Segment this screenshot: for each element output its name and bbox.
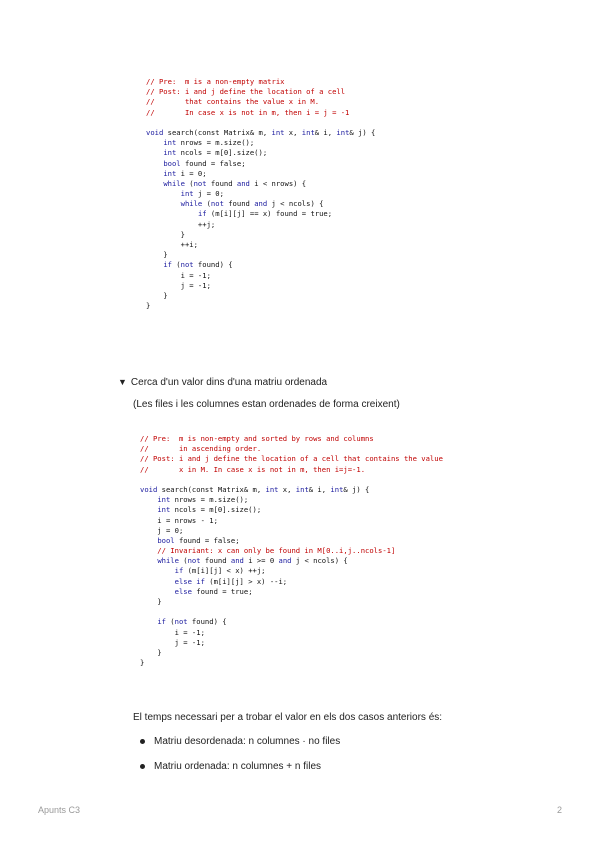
code-line: bool found = false; bbox=[157, 535, 240, 545]
code-line bbox=[140, 607, 443, 617]
code-line: if (not found) { bbox=[157, 617, 227, 627]
code-line: i = -1; bbox=[146, 270, 211, 280]
code-line: // Pre: m is a non-empty matrix bbox=[146, 77, 285, 86]
code-line bbox=[146, 118, 375, 128]
code-line: } bbox=[140, 658, 145, 668]
code-line: // that contains the value x in M. bbox=[146, 97, 320, 107]
code-line: while (not found and i >= 0 and j < ncols) { bbox=[157, 556, 348, 566]
code-line: int nrows = m.size(); bbox=[163, 138, 255, 148]
disclosure-triangle-icon[interactable]: ▼ bbox=[118, 377, 127, 387]
paragraph-time-comparison: El temps necessari per a trobar el valor en els dos casos anteriors és: bbox=[133, 712, 443, 723]
code-line: else found = true; bbox=[174, 586, 253, 596]
code-line: while (not found and i < nrows) { bbox=[163, 178, 307, 188]
bullet-icon bbox=[140, 764, 145, 769]
footer-title: Apunts C3 bbox=[38, 805, 81, 815]
code-line: void search(const Matrix& m, int x, int& i, int& j) { bbox=[140, 484, 370, 494]
code-block-sorted-search bbox=[140, 434, 443, 668]
code-line: ++i; bbox=[146, 240, 198, 249]
code-line bbox=[140, 475, 443, 485]
code-line: } bbox=[146, 229, 185, 239]
code-line: i = nrows - 1; bbox=[140, 515, 218, 525]
code-line: void search(const Matrix& m, int x, int& i, int& j) { bbox=[146, 127, 376, 137]
code-line: else if (m[i][j] > x) --i; bbox=[174, 576, 288, 586]
bullet-icon bbox=[140, 739, 145, 744]
code-line: } bbox=[146, 301, 151, 311]
section-heading-text: Cerca d'un valor dins d'una matriu ordenada bbox=[130, 377, 328, 388]
code-line: } bbox=[146, 290, 168, 300]
code-line: // Post: i and j define the location of a cell that contains the value bbox=[140, 454, 443, 464]
code-line: j = -1; bbox=[146, 280, 211, 290]
code-line: ++j; bbox=[146, 219, 216, 229]
code-line: if (not found) { bbox=[163, 260, 233, 270]
page-number: 2 bbox=[557, 805, 563, 815]
code-line: int ncols = m[0].size(); bbox=[157, 505, 262, 515]
code-line: int j = 0; bbox=[180, 189, 224, 199]
code-line: } bbox=[146, 250, 168, 260]
code-line: // x in M. In case x is not in m, then i=j=-1. bbox=[140, 464, 366, 474]
code-line: // In case x is not in m, then i = j = -1 bbox=[146, 107, 350, 117]
code-line: } bbox=[140, 597, 162, 606]
code-line: if (m[i][j] == x) found = true; bbox=[197, 209, 333, 219]
code-line: j = 0; bbox=[140, 525, 184, 535]
bullet-list bbox=[140, 735, 340, 785]
code-line: // Pre: m is non-empty and sorted by rows and columns bbox=[140, 434, 374, 443]
list-item: Matriu desordenada: n columnes · no files bbox=[140, 735, 340, 760]
code-line: // Invariant: x can only be found in M[0..i,j..ncols-1] bbox=[140, 546, 396, 556]
code-line: i = -1; bbox=[140, 627, 205, 637]
code-line: int nrows = m.size(); bbox=[157, 495, 249, 505]
code-line: if (m[i][j] < x) ++j; bbox=[174, 566, 266, 576]
code-line: j = -1; bbox=[140, 637, 205, 647]
code-line: int i = 0; bbox=[163, 168, 207, 178]
code-line: int ncols = m[0].size(); bbox=[163, 148, 268, 158]
code-line: } bbox=[140, 647, 162, 657]
code-line: while (not found and j < ncols) { bbox=[180, 199, 324, 209]
code-block-unsorted-search bbox=[146, 77, 375, 311]
section-heading[interactable] bbox=[118, 377, 327, 388]
code-line: bool found = false; bbox=[163, 158, 246, 168]
list-item: Matriu ordenada: n columnes + n files bbox=[140, 760, 340, 785]
code-line: // in ascending order. bbox=[140, 444, 262, 454]
section-note: (Les files i les columnes estan ordenades de forma creixent) bbox=[133, 399, 400, 410]
code-line: // Post: i and j define the location of a cell bbox=[146, 87, 346, 97]
